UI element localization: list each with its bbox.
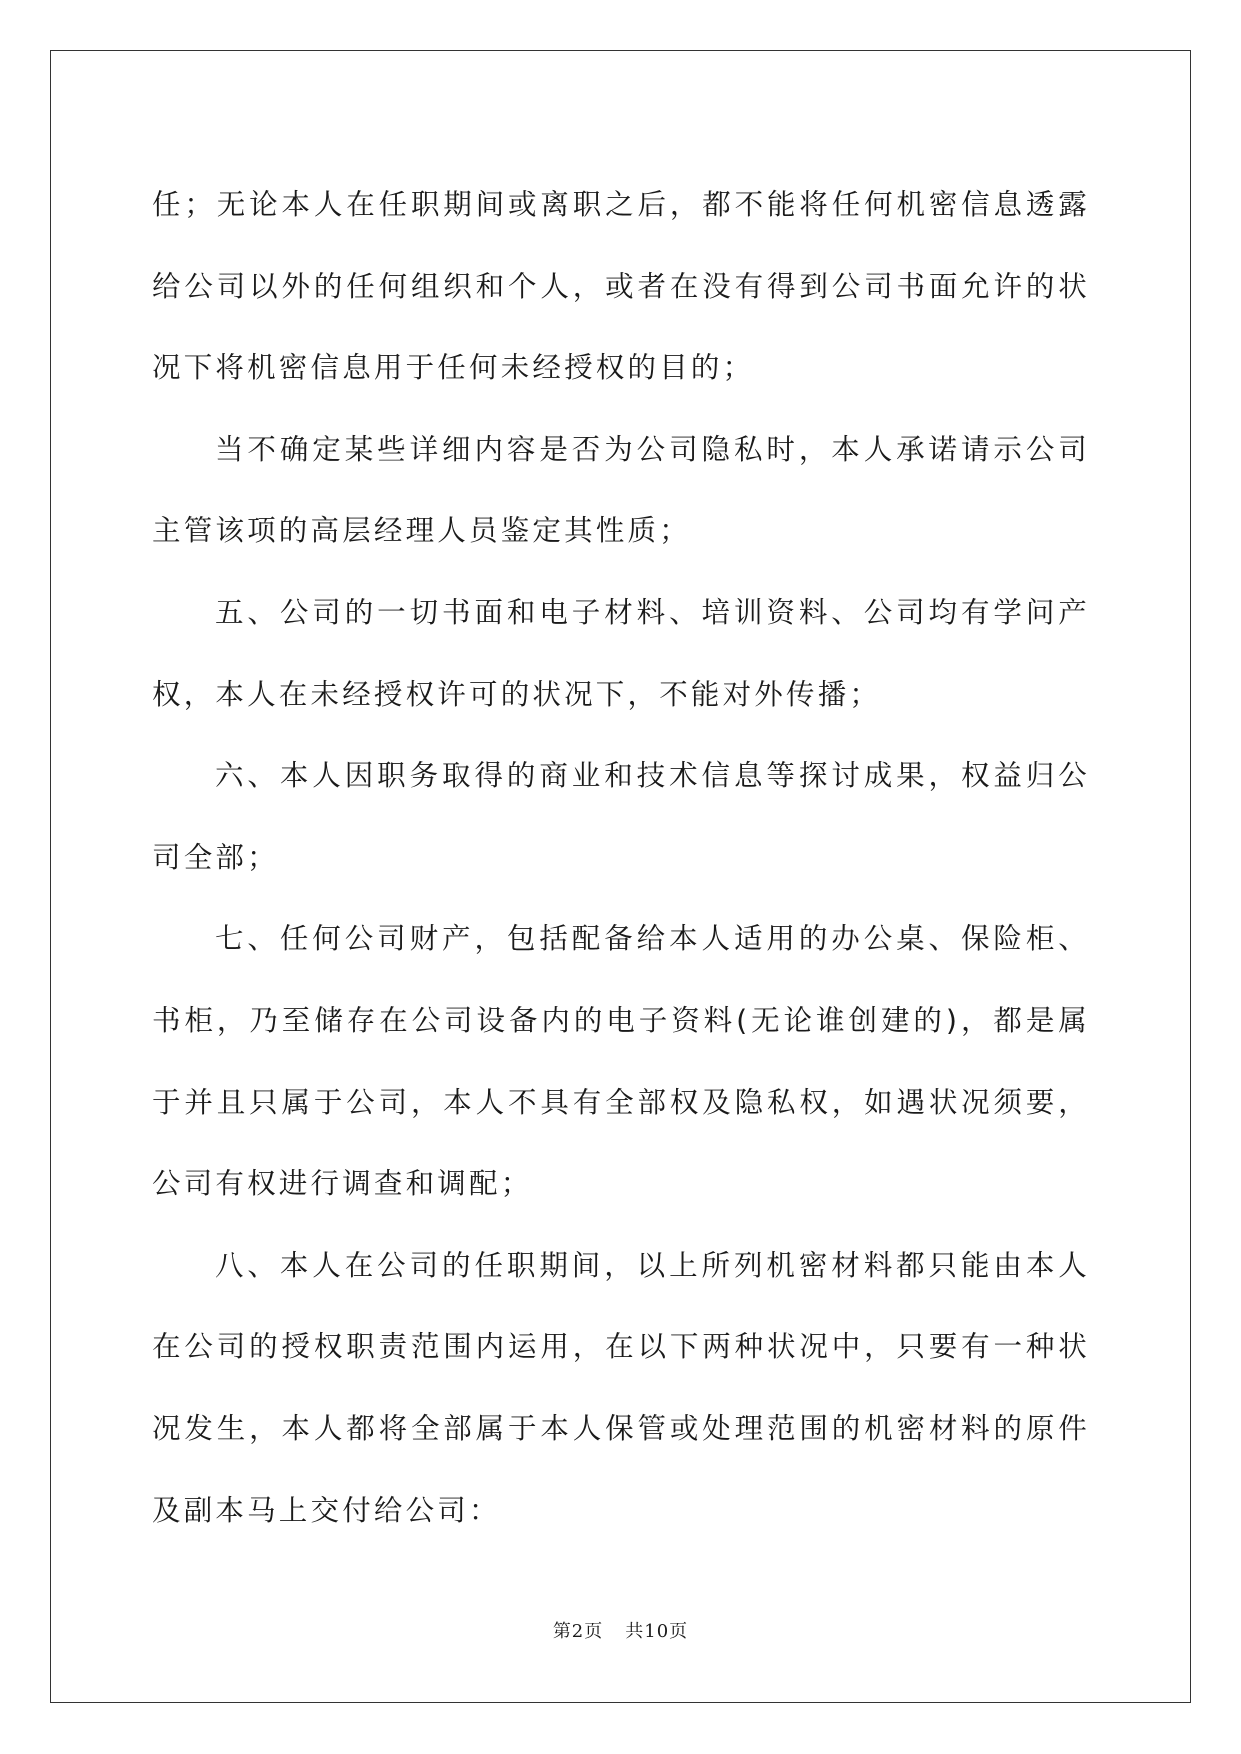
paragraph: 当不确定某些详细内容是否为公司隐私时，本人承诺请示公司主管该项的高层经理人员鉴定其性质； [152,432,1090,548]
paragraph: 任；无论本人在任职期间或离职之后，都不能将任何机密信息透露给公司以外的任何组织和个人，或者在没有得到公司书面允许的状况下将机密信息用于任何未经授权的目的； [152,188,1090,385]
document-body [152,164,1090,1551]
paragraph: 七、任何公司财产，包括配备给本人适用的办公桌、保险柜、书柜，乃至储存在公司设备内的电子资料(无论谁创建的)，都是属于并且只属于公司，本人不具有全部权及隐私权，如遇状况须要，公司有权进行调查和调配； [152,922,1090,1201]
page-number: 第2页 [552,1621,604,1642]
paragraph: 六、本人因职务取得的商业和技术信息等探讨成果，权益归公司全部； [152,759,1090,874]
page-total: 共10页 [625,1621,689,1642]
page-footer [0,1617,1241,1643]
paragraph: 八、本人在公司的任职期间，以上所列机密材料都只能由本人在公司的授权职责范围内运用，在以下两种状况中，只要有一种状况发生，本人都将全部属于本人保管或处理范围的机密材料的原件及副本马上交付给公司： [152,1248,1090,1527]
paragraph: 五、公司的一切书面和电子材料、培训资料、公司均有学问产权，本人在未经授权许可的状况下，不能对外传播； [152,595,1090,711]
